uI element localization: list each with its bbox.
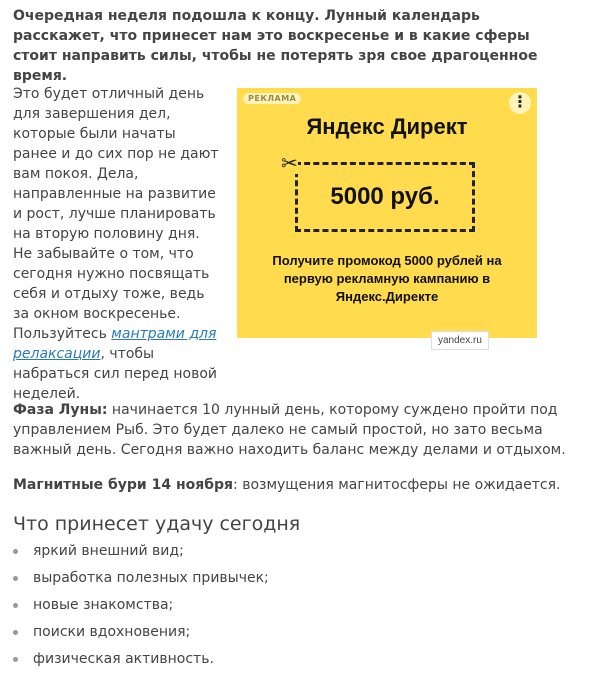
body-text-end: , чтобы набраться сил перед новой неделей. [13,346,218,402]
moon-phase-paragraph [13,400,573,460]
ad-brand-title: Яндекс Директ [306,114,468,139]
yandex-direct-ad[interactable] [237,88,537,338]
moon-phase-text: начинается 10 лунный день, которому суждено пройти под управлением Рыб. Это будет далеко не самый простой, но зато весьма важный день. Сегодня важно находить баланс между делами и отдыхом. [13,402,566,458]
magnetic-storms-paragraph [13,475,573,495]
luck-list [13,538,269,673]
list-item: яркий внешний вид; [13,538,269,565]
magnetic-storms-text: : возмущения магнитосферы не ожидается. [233,477,561,493]
moon-phase-label: Фаза Луны: [13,402,108,418]
list-item: физическая активность. [13,646,269,673]
list-item: выработка полезных привычек; [13,565,269,592]
intro-paragraph: Очередная неделя подошла к концу. Лунный календарь расскажет, что принесет нам это воскресенье и в какие сферы стоит направить силы, чтобы не потерять зря свое драгоценное время. [13,8,538,84]
scissors-icon: ✂ [281,151,298,175]
ad-description: Получите промокод 5000 рублей на первую рекламную кампанию в Яндекс.Директе [272,253,502,304]
ad-coupon: 5000 руб. [295,162,475,232]
luck-heading: Что принесет удачу сегодня [13,513,301,535]
body-paragraph [13,84,221,404]
list-item: поиски вдохновения; [13,619,269,646]
list-item: новые знакомства; [13,592,269,619]
more-vertical-icon[interactable]: ⋮ [509,92,531,114]
ad-domain-link[interactable]: yandex.ru [431,331,489,350]
relaxation-mantras-link[interactable]: мантрами для релаксации [13,326,217,362]
ad-label: РЕКЛАМА [243,93,301,104]
body-text-start: Это будет отличный день для завершения дел, которые были начаты ранее и до сих пор не дают вам покоя. Дела, направленные на развитие и рост, лучше планировать на вторую половину дня. Не забывайте о том, что сегодня нужно посвящать себя и отдыху тоже, ведь за окном воскресенье. Пользуйтесь [13,86,219,342]
magnetic-storms-label: Магнитные бури 14 ноября [13,477,234,493]
